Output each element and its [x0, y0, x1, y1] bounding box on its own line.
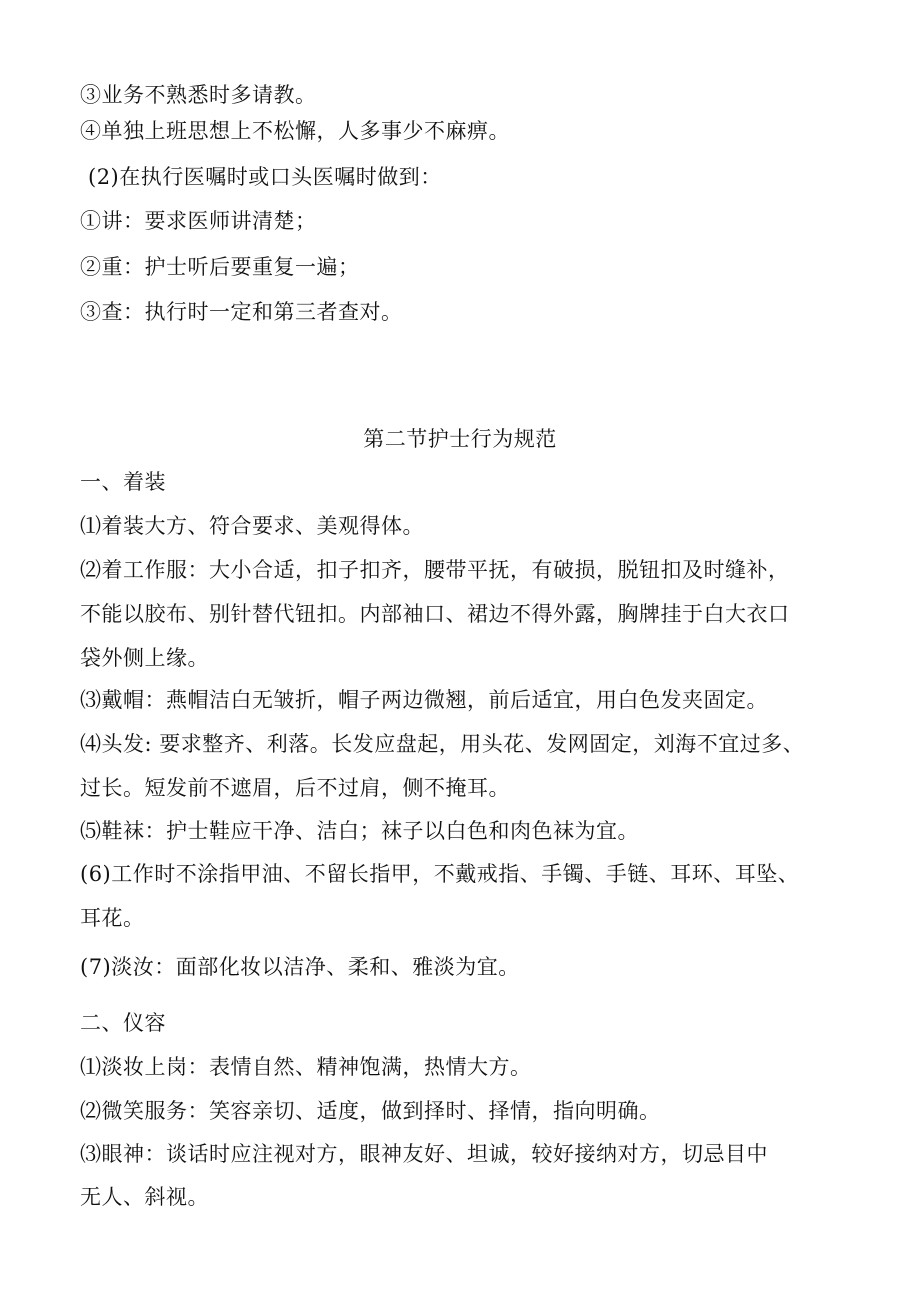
- text-line: ⑸鞋袜：护士鞋应干净、洁白；袜子以白色和肉色袜为宜。: [80, 819, 639, 843]
- text-line: ⑵着工作服：大小合适，扣子扣齐，腰带平抚，有破损，脱钮扣及时缝补，: [80, 558, 790, 582]
- section-title: 第二节护士行为规范: [363, 427, 557, 451]
- text-line: (6)工作时不涂指甲油、不留长指甲，不戴戒指、手镯、手链、耳环、耳坠、: [80, 862, 800, 886]
- text-line: ⑶戴帽：燕帽洁白无皱折，帽子两边微翘，前后适宜，用白色发夹固定。: [80, 688, 768, 712]
- section-heading: 二、仪容: [80, 1011, 166, 1035]
- text-line: ①讲：要求医师讲清楚；: [80, 209, 317, 233]
- text-line: (2)在执行医嘱时或口头医嘱时做到：: [88, 165, 442, 189]
- text-line: 不能以胶布、别针替代钮扣。内部袖口、裙边不得外露，胸牌挂于白大衣口: [80, 602, 790, 626]
- section-heading: 一、着装: [80, 470, 166, 494]
- text-line: ⑴着装大方、符合要求、美观得体。: [80, 514, 424, 538]
- text-line: 过长。短发前不遮眉，后不过肩，侧不掩耳。: [80, 776, 510, 800]
- text-line: ⑵微笑服务：笑容亲切、适度，做到择时、择情，指向明确。: [80, 1099, 661, 1123]
- text-line: (7)淡汝：面部化妆以洁净、柔和、雅淡为宜。: [80, 955, 520, 979]
- text-line: ③查：执行时一定和第三者查对。: [80, 300, 403, 324]
- text-line: ⑷头发: 要求整齐、利落。长发应盘起，用头花、发网固定，刘海不宜过多、: [80, 732, 805, 756]
- text-line: ③业务不熟悉时多请教。: [80, 83, 317, 107]
- text-line: 袋外侧上缘。: [80, 646, 209, 670]
- text-line: 耳花。: [80, 906, 145, 930]
- text-line: ②重：护士听后要重复一遍；: [80, 255, 360, 279]
- text-line: 无人、斜视。: [80, 1185, 209, 1209]
- text-line: ⑶眼神：谈话时应注视对方，眼神友好、坦诚，较好接纳对方，切忌目中: [80, 1142, 768, 1166]
- text-line: ⑴淡妆上岗：表情自然、精神饱满，热情大方。: [80, 1055, 532, 1079]
- text-line: ④单独上班思想上不松懈，人多事少不麻痹。: [80, 119, 510, 143]
